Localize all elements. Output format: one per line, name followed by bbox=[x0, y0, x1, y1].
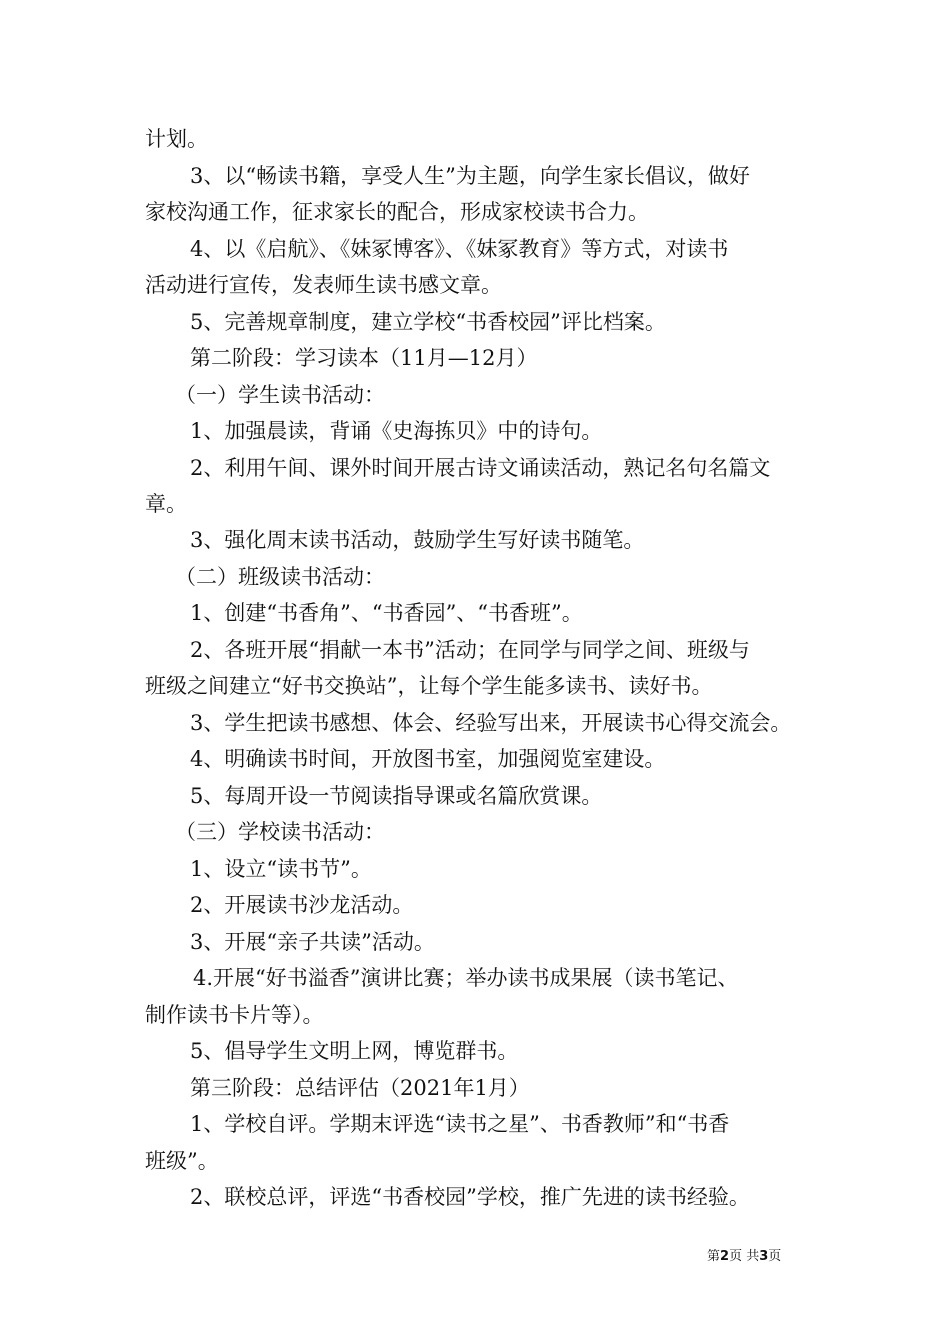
paragraph-line: 4.开展“好书溢香”演讲比赛；举办读书成果展（读书笔记、 bbox=[193, 966, 739, 990]
paragraph-line: 3、强化周末读书活动，鼓励学生写好读书随笔。 bbox=[190, 528, 645, 552]
paragraph-line: 活动进行宣传，发表师生读书感文章。 bbox=[145, 273, 502, 297]
current-page-number: 2 bbox=[720, 1249, 730, 1264]
paragraph-line: 4、以《启航》、《妹冢博客》、《妹冢教育》等方式，对读书 bbox=[190, 237, 729, 261]
footer-prefix: 第 bbox=[707, 1249, 721, 1264]
page-number-footer bbox=[707, 1249, 781, 1265]
paragraph-line: 2、开展读书沙龙活动。 bbox=[190, 893, 414, 917]
subsection-heading: （二）班级读书活动： bbox=[175, 565, 385, 589]
paragraph-line: 3、学生把读书感想、体会、经验写出来，开展读书心得交流会。 bbox=[190, 711, 792, 735]
section-heading: 第三阶段：总结评估（2021年1月） bbox=[190, 1076, 530, 1100]
footer-suffix: 页 bbox=[768, 1249, 782, 1264]
paragraph-line: 班级之间建立“好书交换站”，让每个学生能多读书、读好书。 bbox=[145, 674, 713, 698]
paragraph-line: 5、倡导学生文明上网，博览群书。 bbox=[190, 1039, 519, 1063]
paragraph-line: 家校沟通工作，征求家长的配合，形成家校读书合力。 bbox=[145, 200, 649, 224]
paragraph-line: 2、联校总评，评选“书香校园”学校，推广先进的读书经验。 bbox=[190, 1185, 750, 1209]
paragraph-line: 3、开展“亲子共读”活动。 bbox=[190, 930, 435, 954]
footer-middle: 页 共 bbox=[729, 1249, 760, 1264]
subsection-heading: （一）学生读书活动： bbox=[175, 383, 385, 407]
paragraph-line: 5、完善规章制度，建立学校“书香校园”评比档案。 bbox=[190, 310, 666, 334]
paragraph-line: 制作读书卡片等）。 bbox=[145, 1003, 324, 1027]
paragraph-line: 2、各班开展“捐献一本书”活动；在同学与同学之间、班级与 bbox=[190, 638, 750, 662]
total-pages-number: 3 bbox=[759, 1249, 769, 1264]
paragraph-line: 4、明确读书时间，开放图书室，加强阅览室建设。 bbox=[190, 747, 666, 771]
paragraph-line: 2、利用午间、课外时间开展古诗文诵读活动，熟记名句名篇文 bbox=[190, 456, 771, 480]
paragraph-line: 3、以“畅读书籍，享受人生”为主题，向学生家长倡议，做好 bbox=[190, 164, 750, 188]
paragraph-line: 5、每周开设一节阅读指导课或名篇欣赏课。 bbox=[190, 784, 603, 808]
paragraph-line: 章。 bbox=[145, 492, 187, 516]
section-heading: 第二阶段：学习读本（11月—12月） bbox=[190, 346, 538, 370]
paragraph-line: 计划。 bbox=[145, 127, 208, 151]
paragraph-line: 班级”。 bbox=[145, 1149, 219, 1173]
paragraph-line: 1、学校自评。学期末评选“读书之星”、书香教师”和“书香 bbox=[190, 1112, 730, 1136]
paragraph-line: 1、加强晨读，背诵《史海拣贝》中的诗句。 bbox=[190, 419, 603, 443]
paragraph-line: 1、设立“读书节”。 bbox=[190, 857, 372, 881]
paragraph-line: 1、创建“书香角”、“书香园”、“书香班”。 bbox=[190, 601, 583, 625]
subsection-heading: （三）学校读书活动： bbox=[175, 820, 385, 844]
